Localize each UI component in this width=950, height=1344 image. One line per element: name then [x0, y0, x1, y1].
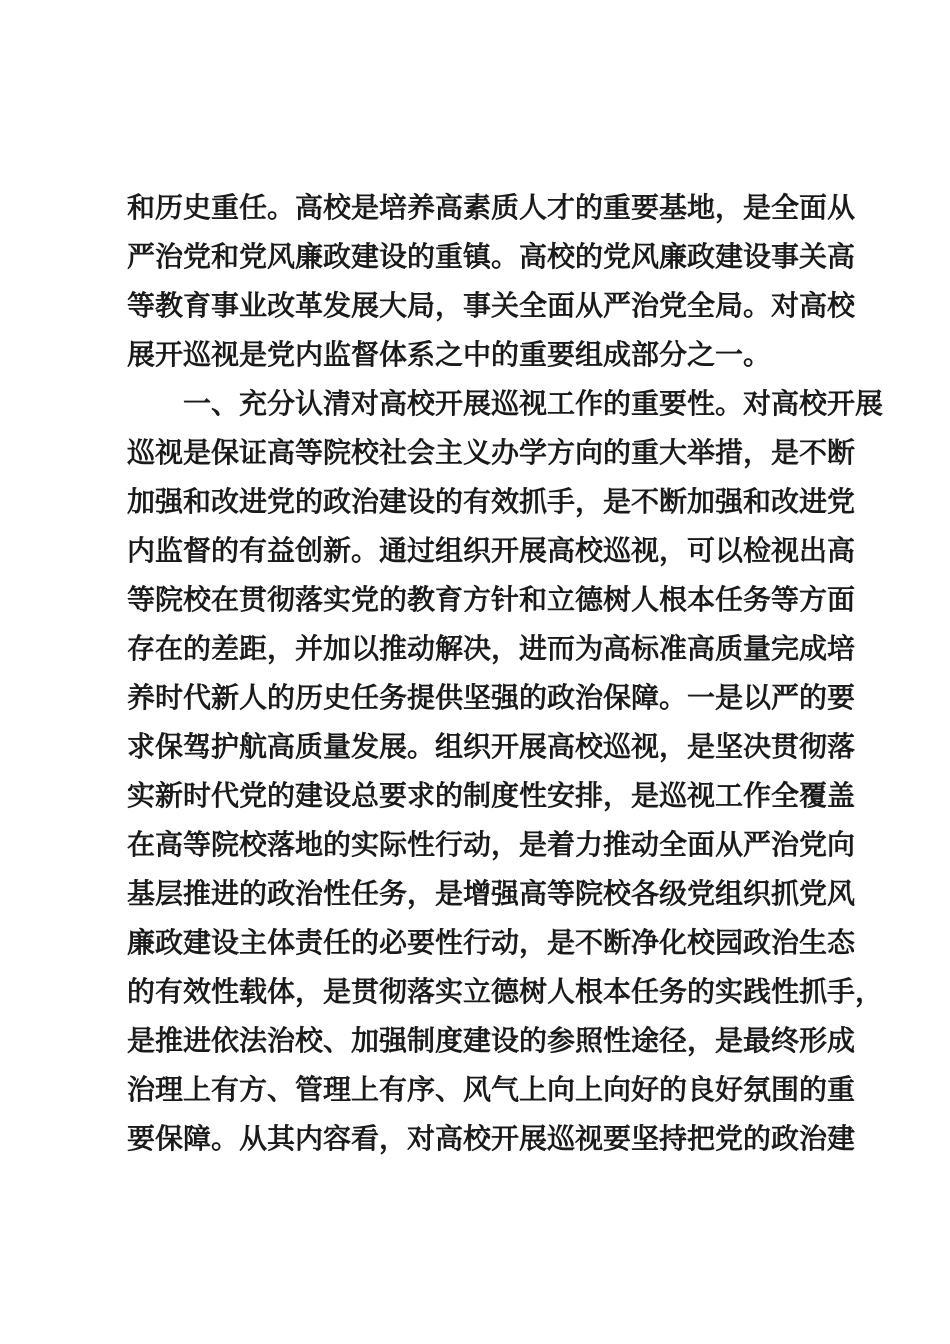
- text-line: 治理上有方、管理上有序、风气上向上向好的良好氛围的重: [127, 1073, 856, 1106]
- text-line: 加强和改进党的政治建设的有效抓手，是不断加强和改进党: [127, 485, 856, 518]
- text-line: 巡视是保证高等院校社会主义办学方向的重大举措，是不断: [127, 436, 856, 469]
- text-line: 一、充分认清对高校开展巡视工作的重要性。对高校开展: [127, 387, 884, 420]
- text-line: 存在的差距，并加以推动解决，进而为高标准高质量完成培: [127, 632, 856, 665]
- document-body-text: [127, 183, 884, 1163]
- text-line: 内监督的有益创新。通过组织开展高校巡视，可以检视出高: [127, 534, 856, 567]
- text-line: 求保驾护航高质量发展。组织开展高校巡视，是坚决贯彻落: [127, 730, 856, 763]
- text-line: 养时代新人的历史任务提供坚强的政治保障。一是以严的要: [127, 681, 856, 714]
- text-line: 的有效性载体，是贯彻落实立德树人根本任务的实践性抓手，: [127, 975, 884, 1008]
- text-line: 展开巡视是党内监督体系之中的重要组成部分之一。: [127, 338, 772, 371]
- text-line: 要保障。从其内容看，对高校开展巡视要坚持把党的政治建: [127, 1122, 856, 1155]
- text-line: 廉政建设主体责任的必要性行动，是不断净化校园政治生态: [127, 926, 856, 959]
- text-line: 基层推进的政治性任务，是增强高等院校各级党组织抓党风: [127, 877, 856, 910]
- text-line: 实新时代党的建设总要求的制度性安排，是巡视工作全覆盖: [127, 779, 856, 812]
- text-line: 等教育事业改革发展大局，事关全面从严治党全局。对高校: [127, 289, 856, 322]
- text-line: 等院校在贯彻落实党的教育方针和立德树人根本任务等方面: [127, 583, 856, 616]
- text-line: 在高等院校落地的实际性行动，是着力推动全面从严治党向: [127, 828, 856, 861]
- text-line: 严治党和党风廉政建设的重镇。高校的党风廉政建设事关高: [127, 240, 856, 273]
- text-line: 是推进依法治校、加强制度建设的参照性途径，是最终形成: [127, 1024, 856, 1057]
- text-line: 和历史重任。高校是培养高素质人才的重要基地，是全面从: [127, 191, 856, 224]
